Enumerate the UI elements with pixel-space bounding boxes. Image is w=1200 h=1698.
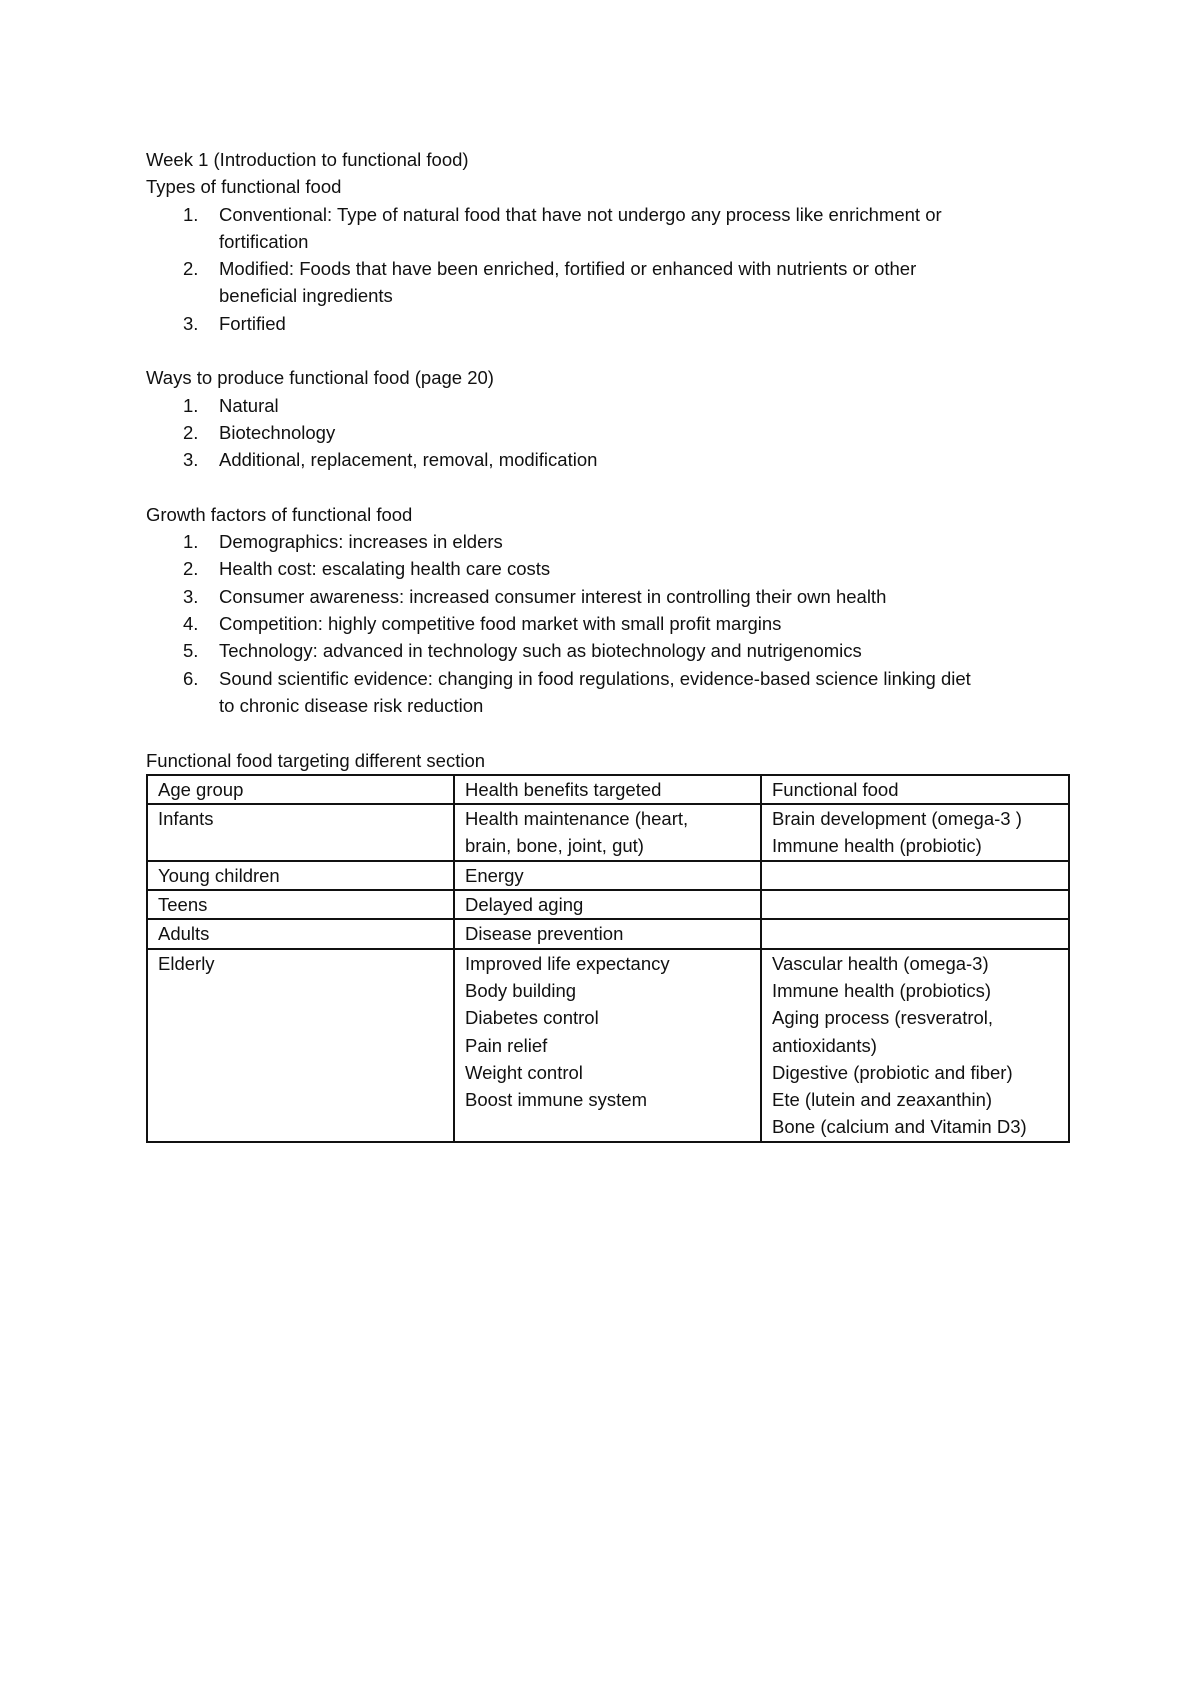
table-cell: Energy <box>454 861 761 890</box>
growth-heading: Growth factors of functional food <box>146 503 413 525</box>
list-item-text: Modified: Foods that have been enriched, fortified or enhanced with nutrients or other <box>219 258 917 280</box>
table-cell: Adults <box>147 919 454 948</box>
table-row <box>147 804 1069 861</box>
ways-list <box>146 392 1076 474</box>
list-item <box>146 392 1076 419</box>
list-item <box>146 637 1076 664</box>
table-cell: Improved life expectancy Body building Diabetes control Pain relief Weight control Boost immune system <box>454 949 761 1142</box>
list-number: 3. <box>183 312 199 334</box>
functional-food-table <box>146 774 1070 1143</box>
document-page <box>146 146 1076 1143</box>
table-cell: Vascular health (omega-3) Immune health (probiotics) Aging process (resveratrol, antioxidants) Digestive (probiotic and fiber) Ete (lutein and zeaxanthin) Bone (calcium and Vitamin D3) <box>761 949 1069 1142</box>
list-item-text: fortification <box>219 230 309 252</box>
list-item-text: Demographics: increases in elders <box>219 531 503 553</box>
list-item-text: to chronic disease risk reduction <box>219 694 484 716</box>
list-item-text: Conventional: Type of natural food that have not undergo any process like enrichment or <box>219 203 942 225</box>
table-cell: Elderly <box>147 949 454 1142</box>
list-item-text: Technology: advanced in technology such as biotechnology and nutrigenomics <box>219 640 862 662</box>
list-number: 1. <box>183 394 199 416</box>
list-item <box>146 255 1076 310</box>
table-cell: Brain development (omega-3 ) Immune health (probiotic) <box>761 804 1069 861</box>
list-number: 2. <box>183 558 199 580</box>
list-item <box>146 201 1076 256</box>
list-number: 1. <box>183 203 199 225</box>
list-item <box>146 583 1076 610</box>
list-item <box>146 419 1076 446</box>
table-header-cell: Health benefits targeted <box>454 775 761 804</box>
table-header-cell: Age group <box>147 775 454 804</box>
table-caption: Functional food targeting different section <box>146 749 486 771</box>
list-item-text: Additional, replacement, removal, modification <box>219 449 598 471</box>
table-cell: Health maintenance (heart, brain, bone, joint, gut) <box>454 804 761 861</box>
table-row <box>147 861 1069 890</box>
list-item <box>146 528 1076 555</box>
list-number: 4. <box>183 613 199 635</box>
document-title: Week 1 (Introduction to functional food) <box>146 149 469 170</box>
list-item-text: Fortified <box>219 312 286 334</box>
table-cell <box>761 919 1069 948</box>
list-number: 3. <box>183 449 199 471</box>
list-number: 5. <box>183 640 199 662</box>
list-item <box>146 610 1076 637</box>
table-cell <box>761 890 1069 919</box>
list-item-text: Sound scientific evidence: changing in food regulations, evidence-based science linking diet <box>219 667 971 689</box>
growth-list <box>146 528 1076 719</box>
list-item <box>146 555 1076 582</box>
table-cell: Delayed aging <box>454 890 761 919</box>
table-cell: Disease prevention <box>454 919 761 948</box>
list-item <box>146 446 1076 473</box>
ways-heading: Ways to produce functional food (page 20) <box>146 367 494 389</box>
list-item-text: Health cost: escalating health care costs <box>219 558 551 580</box>
list-number: 3. <box>183 585 199 607</box>
table-row <box>147 919 1069 948</box>
list-item-text: Competition: highly competitive food market with small profit margins <box>219 613 782 635</box>
list-item-text: Natural <box>219 394 279 416</box>
table-cell: Teens <box>147 890 454 919</box>
table-cell: Infants <box>147 804 454 861</box>
list-item-text: Consumer awareness: increased consumer interest in controlling their own health <box>219 585 887 607</box>
types-list <box>146 201 1076 337</box>
types-heading: Types of functional food <box>146 176 342 198</box>
list-number: 2. <box>183 421 199 443</box>
list-item-text: Biotechnology <box>219 421 336 443</box>
table-header-row <box>147 775 1069 804</box>
list-item-text: beneficial ingredients <box>219 285 393 307</box>
list-item <box>146 665 1076 720</box>
table-cell <box>761 861 1069 890</box>
table-row <box>147 890 1069 919</box>
table-cell: Young children <box>147 861 454 890</box>
list-number: 2. <box>183 258 199 280</box>
list-number: 1. <box>183 531 199 553</box>
list-item <box>146 310 1076 337</box>
table-header-cell: Functional food <box>761 775 1069 804</box>
table-row <box>147 949 1069 1142</box>
list-number: 6. <box>183 667 199 689</box>
